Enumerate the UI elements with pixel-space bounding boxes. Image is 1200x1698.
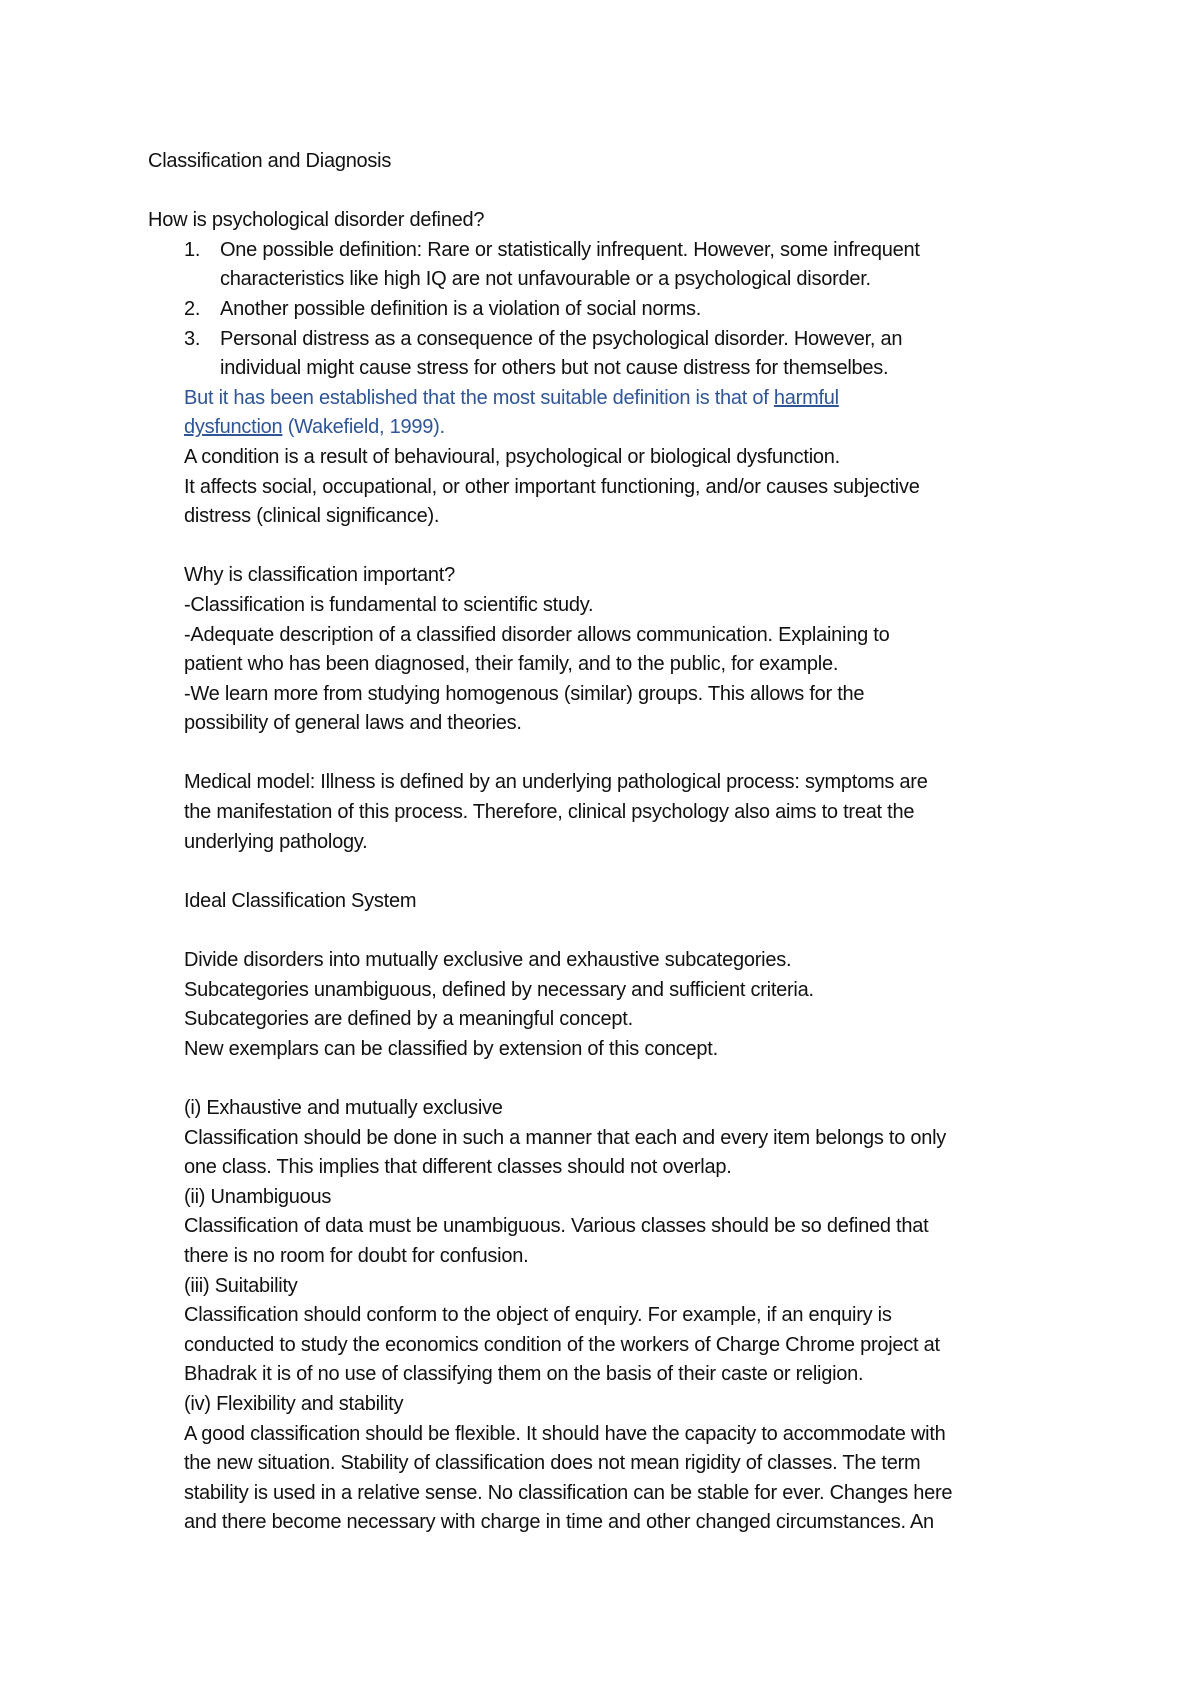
list-item: [148, 295, 1068, 325]
list-item-line: characteristics like high IQ are not unfavourable or a psychological disorder.: [220, 268, 871, 291]
document-title: Classification and Diagnosis: [148, 150, 392, 172]
paragraph-line: the manifestation of this process. Therefore, clinical psychology also aims to treat the: [184, 801, 915, 824]
definition-list: [148, 236, 1068, 384]
section-heading: Ideal Classification System: [184, 889, 417, 912]
question-heading: How is psychological disorder defined?: [148, 209, 485, 232]
harmful-link[interactable]: harmful: [773, 386, 839, 409]
citation: (Wakefield, 1999).: [282, 416, 445, 439]
list-item-line: One possible definition: Rare or statistically infrequent. However, some infrequent: [220, 238, 920, 261]
list-item: [148, 236, 1068, 295]
paragraph-line: Classification should conform to the object of enquiry. For example, if an enquiry is: [184, 1304, 892, 1327]
paragraph-line: -We learn more from studying homogenous (similar) groups. This allows for the: [184, 682, 865, 705]
paragraph-line: there is no room for doubt for confusion.: [184, 1244, 529, 1267]
paragraph-line: Classification should be done in such a manner that each and every item belongs to only: [184, 1126, 947, 1149]
criterion-heading: (iii) Suitability: [184, 1274, 298, 1297]
paragraph-line: the new situation. Stability of classification does not mean rigidity of classes. The term: [184, 1452, 921, 1475]
list-number: 1.: [184, 238, 201, 261]
blank-line: [148, 177, 1068, 207]
paragraph-line: Bhadrak it is of no use of classifying them on the basis of their caste or religion.: [184, 1363, 864, 1386]
paragraph-line: Subcategories are defined by a meaningful concept.: [184, 1008, 633, 1031]
document-body: [148, 147, 1068, 1538]
paragraph-line: Medical model: Illness is defined by an underlying pathological process: symptoms are: [184, 771, 928, 794]
paragraph-line: Divide disorders into mutually exclusive and exhaustive subcategories.: [184, 949, 792, 972]
list-number: 2.: [184, 297, 201, 320]
criterion-heading: (ii) Unambiguous: [184, 1185, 332, 1208]
dysfunction-link[interactable]: dysfunction: [184, 416, 283, 439]
paragraph-line: distress (clinical significance).: [184, 505, 440, 528]
why-heading: Why is classification important?: [184, 564, 455, 587]
criterion-heading: (iv) Flexibility and stability: [184, 1392, 404, 1415]
established-text: But it has been established that the most suitable definition is that of: [184, 386, 774, 409]
paragraph-line: -Adequate description of a classified disorder allows communication. Explaining to: [184, 623, 890, 646]
list-item-line: Personal distress as a consequence of the psychological disorder. However, an: [220, 327, 903, 350]
paragraph-line: A good classification should be flexible. It should have the capacity to accommodate with: [184, 1422, 946, 1445]
paragraph-line: A condition is a result of behavioural, psychological or biological dysfunction.: [184, 445, 840, 468]
criterion-heading: (i) Exhaustive and mutually exclusive: [184, 1097, 503, 1119]
list-item: [148, 325, 1068, 384]
list-number: 3.: [184, 327, 201, 350]
list-item-line: Another possible definition is a violation of social norms.: [220, 297, 702, 320]
blank-line: [148, 739, 1068, 769]
paragraph-line: Subcategories unambiguous, defined by necessary and sufficient criteria.: [184, 978, 814, 1001]
list-item-line: individual might cause stress for others but not cause distress for themselbes.: [220, 357, 889, 380]
paragraph-line: conducted to study the economics condition of the workers of Charge Chrome project at: [184, 1333, 940, 1356]
paragraph-line: one class. This implies that different classes should not overlap.: [184, 1156, 732, 1179]
paragraph-line: stability is used in a relative sense. No classification can be stable for ever. Changes here: [184, 1481, 953, 1504]
blank-line: [148, 532, 1068, 562]
established-definition: [148, 384, 1068, 414]
paragraph-line: and there become necessary with charge in time and other changed circumstances. An: [184, 1511, 934, 1534]
paragraph-line: Classification of data must be unambiguous. Various classes should be so defined that: [184, 1215, 929, 1238]
established-definition-cont: [148, 413, 1068, 443]
paragraph-line: possibility of general laws and theories.: [184, 712, 522, 735]
paragraph-line: -Classification is fundamental to scientific study.: [184, 593, 594, 616]
blank-line: [148, 857, 1068, 887]
paragraph-line: It affects social, occupational, or other important functioning, and/or causes subjective: [184, 475, 920, 498]
blank-line: [148, 1064, 1068, 1094]
paragraph-line: patient who has been diagnosed, their family, and to the public, for example.: [184, 653, 839, 676]
paragraph-line: New exemplars can be classified by extension of this concept.: [184, 1037, 718, 1060]
blank-line: [148, 916, 1068, 946]
paragraph-line: underlying pathology.: [184, 830, 368, 853]
